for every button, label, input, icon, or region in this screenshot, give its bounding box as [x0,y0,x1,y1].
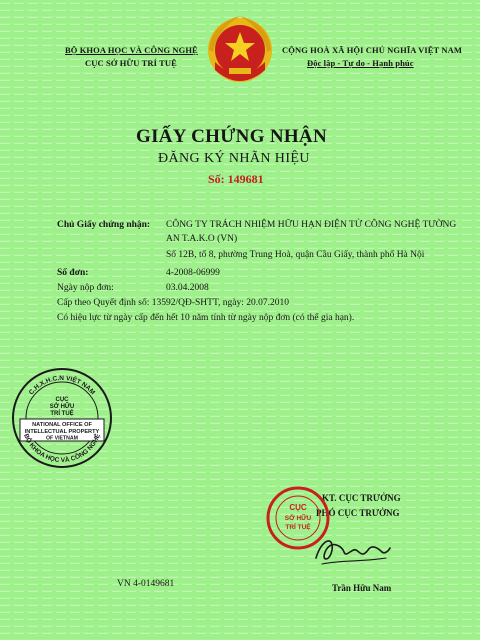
certificate-title: GIẤY CHỨNG NHẬN [136,126,327,147]
stamp-left-text-6: OF VIETNAM [46,435,78,442]
motto: Độc lập - Tự do - Hạnh phúc [307,58,414,68]
owner-address: Số 12B, tổ 8, phường Trung Hoà, quận Cầu Giấy, thành phố Hà Nội [166,250,425,260]
signatory-name: Trần Hữu Nam [332,583,392,593]
certificate-number [208,172,264,187]
owner-value-line1: CÔNG TY TRÁCH NHIỆM HỮU HẠN ĐIỆN TỬ CÔNG NGHỆ TƯỜNG [166,220,457,230]
certificate-number-label: Số: [208,172,225,186]
owner-label: Chủ Giấy chứng nhận: [57,220,151,230]
signatory-title-1: KT. CỤC TRƯỞNG [322,493,401,503]
filing-date-label: Ngày nộp đơn: [57,283,114,293]
signatory-title-2: PHÓ CỤC TRƯỞNG [316,508,400,518]
filing-date-value: 03.04.2008 [166,283,209,293]
ministry-name: BỘ KHOA HỌC VÀ CÔNG NGHỆ [65,45,198,55]
decision-line: Cấp theo Quyết định số: 13592/QĐ-SHTT, ngày: 20.07.2010 [57,298,290,308]
stamp-left-text-5: INTELLECTUAL PROPERTY [24,429,100,435]
application-number-value: 4-2008-06999 [166,268,220,278]
red-seal-text-2: SỞ HỮU [284,515,312,522]
red-seal-text-1: CỤC [289,503,307,512]
owner-value-line2: AN T.A.K.O (VN) [166,234,238,244]
red-seal-text-3: TRÍ TUỆ [285,524,311,531]
certificate-subtitle: ĐĂNG KÝ NHÃN HIỆU [158,151,310,166]
stamp-left-text-3: TRÍ TUỆ [50,411,74,417]
application-number-label: Số đơn: [57,268,89,278]
certificate-number-value: 149681 [227,172,264,186]
validity-line: Có hiệu lực từ ngày cấp đến hết 10 năm tính từ ngày nộp đơn (có thể gia hạn). [57,313,355,323]
stamp-left-text-1: CỤC [55,397,69,403]
stamp-left-text-2: SỞ HỮU [49,404,75,410]
office-name: CỤC SỞ HỮU TRÍ TUỆ [85,58,177,68]
svg-text:C.H.X.H.C.N VIỆT NAM [28,375,96,397]
intellectual-property-office-stamp [10,366,114,470]
certificate-serial: VN 4-0149681 [117,579,175,589]
stamp-left-arc-bottom: BỘ KHOA HỌC VÀ CÔNG NGHỆ [22,432,102,465]
stamp-left-arc-top: C.H.X.H.C.N VIỆT NAM [27,374,97,397]
signature-mark [312,528,392,572]
national-emblem-icon [207,12,273,92]
country-name: CỘNG HOÀ XÃ HỘI CHỦ NGHĨA VIỆT NAM [282,45,462,55]
stamp-left-text-4: NATIONAL OFFICE OF [32,422,92,428]
